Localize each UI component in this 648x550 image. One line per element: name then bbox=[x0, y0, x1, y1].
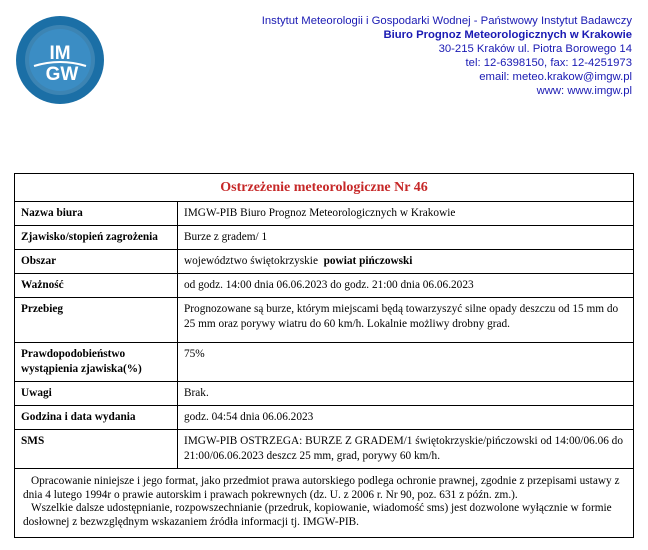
table-row bbox=[15, 298, 633, 343]
row-key: Godzina i data wydania bbox=[15, 406, 178, 430]
row-key: Uwagi bbox=[15, 382, 178, 406]
copyright-notice bbox=[15, 468, 633, 537]
row-key: Nazwa biura bbox=[15, 202, 178, 226]
table-row bbox=[15, 406, 633, 430]
warning-table bbox=[15, 202, 633, 468]
office-address: 30-215 Kraków ul. Piotra Borowego 14 bbox=[438, 43, 632, 55]
row-value: IMGW-PIB Biuro Prognoz Meteorologicznych w Krakowie bbox=[178, 202, 634, 226]
row-value bbox=[178, 250, 634, 274]
table-row bbox=[15, 274, 633, 298]
table-row bbox=[15, 226, 633, 250]
row-value: Prognozowane są burze, którym miejscami będą towarzyszyć silne opady deszczu od 15 mm do 25 mm oraz porywy wiatru do 60 km/h. Lokalnie możliwy drobny grad. bbox=[178, 298, 634, 343]
imgw-logo bbox=[14, 14, 106, 106]
row-key: Zjawisko/stopień zagrożenia bbox=[15, 226, 178, 250]
table-row bbox=[15, 343, 633, 382]
row-value: od godz. 14:00 dnia 06.06.2023 do godz. 21:00 dnia 06.06.2023 bbox=[178, 274, 634, 298]
row-key: Ważność bbox=[15, 274, 178, 298]
warning-title: Ostrzeżenie meteorologiczne Nr 46 bbox=[15, 174, 633, 202]
warning-document bbox=[14, 173, 634, 538]
usage-paragraph: Wszelkie dalsze udostępnianie, rozpowszechnianie (przedruk, kopiowanie, wiadomość sms) jest dozwolone wyłącznie w formie dosłownej z bezwzględnym wskazaniem źródła informacji tj. IMGW-PIB. bbox=[23, 502, 612, 528]
table-row bbox=[15, 202, 633, 226]
table-row bbox=[15, 430, 633, 469]
office-email[interactable]: email: meteo.krakow@imgw.pl bbox=[479, 71, 632, 83]
svg-text:IM: IM bbox=[49, 43, 71, 64]
row-value: 75% bbox=[178, 343, 634, 382]
institute-name: Instytut Meteorologii i Gospodarki Wodnej - Państwowy Instytut Badawczy bbox=[261, 15, 632, 27]
row-value: godz. 04:54 dnia 06.06.2023 bbox=[178, 406, 634, 430]
row-key: Obszar bbox=[15, 250, 178, 274]
table-row bbox=[15, 250, 633, 274]
row-key: Prawdopodobieństwo wystąpienia zjawiska(%) bbox=[15, 343, 178, 382]
row-key: Przebieg bbox=[15, 298, 178, 343]
svg-text:GW: GW bbox=[45, 64, 79, 85]
area-county: powiat pińczowski bbox=[323, 255, 413, 267]
row-value: IMGW-PIB OSTRZEGA: BURZE Z GRADEM/1 świętokrzyskie/pińczowski od 14:00/06.06 do 21:00/06.06.2023 deszcz 25 mm, grad, porywy 60 km/h. bbox=[184, 435, 623, 462]
office-phone: tel: 12-6398150, fax: 12-4251973 bbox=[465, 57, 632, 69]
office-website[interactable]: www: www.imgw.pl bbox=[536, 85, 632, 97]
table-row bbox=[15, 382, 633, 406]
row-value: Brak. bbox=[178, 382, 634, 406]
office-header bbox=[172, 14, 632, 98]
row-value: Burze z gradem/ 1 bbox=[178, 226, 634, 250]
office-name: Biuro Prognoz Meteorologicznych w Krakowie bbox=[383, 29, 632, 41]
copyright-paragraph: Opracowanie niniejsze i jego format, jako przedmiot prawa autorskiego podlega ochronie prawnej, zgodnie z przepisami ustawy z dnia 4 lutego 1994r o prawie autorskim i prawach pokrewnych (dz. U. z 2006 r. Nr 90, poz. 631 z późn. zm.). bbox=[23, 475, 620, 501]
area-voivodeship: województwo świętokrzyskie bbox=[184, 255, 318, 267]
row-key: SMS bbox=[15, 430, 178, 469]
